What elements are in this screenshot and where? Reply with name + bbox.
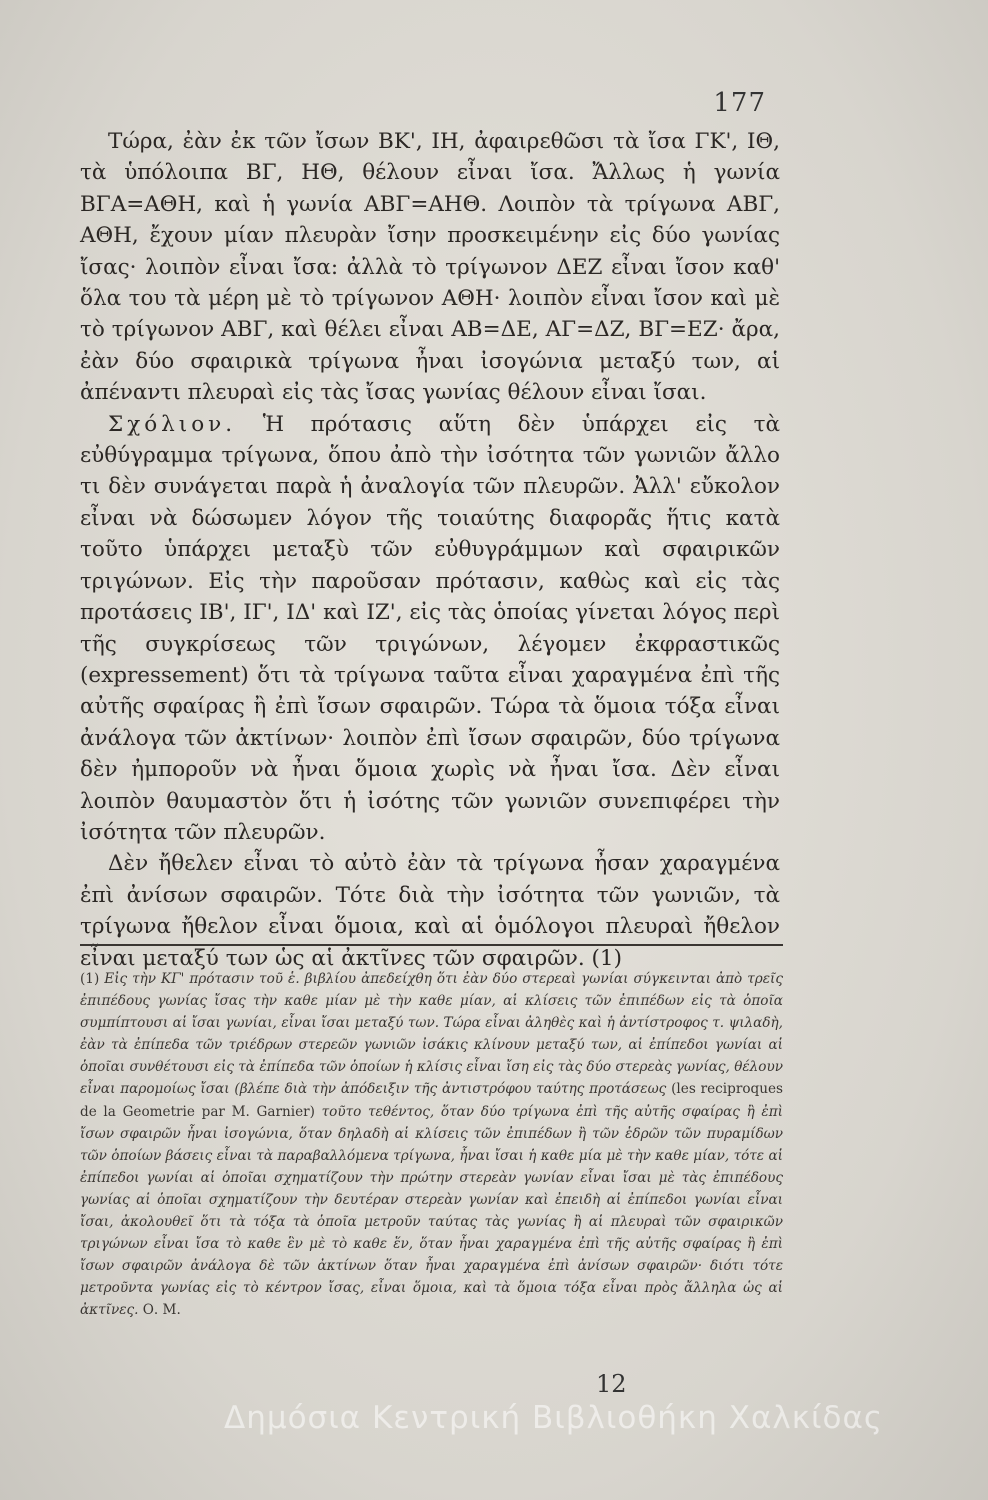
scholion-title: Σχόλιον.	[108, 411, 237, 437]
footnote-signature: Ο. Μ.	[142, 1302, 181, 1319]
page-number: 177	[713, 88, 766, 118]
footnote-text-part1: Εἰς τὴν ΚΓ' πρότασιν τοῦ ἑ. βιβλίου ἀπεδείχθη ὅτι ἐὰν δύο στερεαὶ γωνίαι σύγκεινται ἀπὸ τρεῖς ἐπιπέδους γωνίας ἴσας τὴν καθε μίαν μὲ τὴν καθε μίαν, αἱ κλίσεις τῶν ἐπιπέδων εἰς τὰ ὁποῖα συμπίπτουσι αἱ ἴσαι γωνίαι, εἶναι ἴσαι μεταξύ των. Τώρα εἶναι ἀληθὲς καὶ ἡ ἀντίστροφος τ. ψιλαδὴ, ἐὰν τὰ ἐπίπεδα τῶν τριέδρων στερεῶν γωνιῶν ἰσάκις κλίνουν μεταξύ των, αἱ ἐπίπεδοι γωνίαι αἱ ὁποῖαι συνθέτουσι εἰς τὰ ἐπίπεδα τῶν ὁποίων ἡ κλίσις εἶναι ἴση εἰς τὰς δύο στερεὰς γωνίας, θέλουν εἶναι παρομοίως ἴσαι (βλέπε διὰ τὴν ἀπόδειξιν τῆς ἀντιστρόφου ταύτης προτάσεως	[80, 971, 783, 1098]
main-text-block	[80, 126, 780, 974]
scholion-text: Ἡ πρότασις αὕτη δὲν ὑπάρχει εἰς τὰ εὐθύγραμμα τρίγωνα, ὅπου ἀπὸ τὴν ἰσότητα τῶν γωνιῶν ἄλλο τι δὲν συνάγεται παρὰ ἡ ἀναλογία τῶν πλευρῶν. Ἀλλ' εὔκολον εἶναι νὰ δώσωμεν λόγον τῆς τοιαύτης διαφορᾶς ἥτις κατὰ τοῦτο ὑπάρχει μεταξὺ τῶν εὐθυγράμμων καὶ σφαιρικῶν τριγώνων. Εἰς τὴν παροῦσαν πρότασιν, καθὼς καὶ εἰς τὰς προτάσεις ΙΒ', ΙΓ', ΙΔ' καὶ ΙΖ', εἰς τὰς ὁποίας γίνεται λόγος περὶ τῆς συγκρίσεως τῶν τριγώνων, λέγομεν ἐκφραστικῶς (expressement) ὅτι τὰ τρίγωνα ταῦτα εἶναι χαραγμένα ἐπὶ τῆς αὐτῆς σφαίρας ἢ ἐπὶ ἴσων σφαιρῶν. Τώρα τὰ ὅμοια τόξα εἶναι ἀνάλογα τῶν ἀκτίνων· λοιπὸν ἐπὶ ἴσων σφαιρῶν, δύο τρίγωνα δὲν ἠμποροῦν νὰ ἦναι ὅμοια χωρὶς νὰ ἦναι ἴσα. Δὲν εἶναι λοιπὸν θαυμαστὸν ὅτι ἡ ἰσότης τῶν γωνιῶν συνεπιφέρει τὴν ἰσότητα τῶν πλευρῶν.	[80, 411, 780, 845]
library-watermark: Δημόσια Κεντρική Βιβλιοθήκη Χαλκίδας	[224, 1400, 884, 1436]
closing-paragraph: Δὲν ἤθελεν εἶναι τὸ αὐτὸ ἐὰν τὰ τρίγωνα ἦσαν χαραγμένα ἐπὶ ἀνίσων σφαιρῶν. Τότε διὰ τὴν ἰσότητα τῶν γωνιῶν, τὰ τρίγωνα ἤθελον εἶναι ὅμοια, καὶ αἱ ὁμόλογοι πλευραὶ ἤθελον εἶναι μεταξύ των ὡς αἱ ἀκτῖνες τῶν σφαιρῶν. (1)	[80, 851, 780, 971]
footnote-text-part2: τοῦτο τεθέντος, ὅταν δύο τρίγωνα ἐπὶ τῆς αὐτῆς σφαίρας ἢ ἐπὶ ἴσων σφαιρῶν ἦναι ἰσογώνια, ὅταν δηλαδὴ αἱ κλίσεις τῶν ἐπιπέδων ἢ τῶν ἑδρῶν τῶν πυραμίδων τῶν ὁποίων βάσεις εἶναι τὰ παραβαλλόμενα τρίγωνα, ἦναι ἴσαι ἡ καθε μία μὲ τὴν καθε μίαν, τότε αἱ ἐπίπεδοι γωνίαι αἱ ὁποῖαι σχηματίζουν τὴν πρώτην στερεὰν γωνίαν εἶναι ἴσαι μὲ τὰς ἐπιπέδους γωνίας αἱ ὁποῖαι σχηματίζουν τὴν δευτέραν στερεὰν γωνίαν καὶ ἐπειδὴ αἱ ἐπίπεδοι γωνίαι εἶναι ἴσαι, ἀκολουθεῖ ὅτι τὰ τόξα τὰ ὁποῖα μετροῦν ταύτας τὰς γωνίας ἢ αἱ πλευραὶ τῶν σφαιρικῶν τριγώνων εἶναι ἴσα τὸ καθε ἓν μὲ τὸ καθε ἕν, ὅταν ἦναι χαραγμένα ἐπὶ τῆς αὐτῆς σφαίρας ἢ ἐπὶ ἴσων σφαιρῶν ἀνάλογα δὲ τῶν ἀκτίνων ὅταν ἦναι χαραγμένα ἐπὶ ἀνίσων σφαιρῶν· διότι τότε μετροῦντα γωνίας εἰς τὸ κέντρον ἴσας, εἶναι ὅμοια, καὶ τὰ ὅμοια τόξα εἶναι πρὸς ἄλληλα ὡς αἱ ἀκτῖνες.	[80, 1103, 783, 1319]
footnote-marker: (1)	[80, 971, 100, 987]
footnote-french-reference: (les reciproques de la Geometrie par M. Garnier)	[80, 1081, 784, 1120]
scholion-paragraph	[80, 409, 780, 849]
printer-signature-number: 12	[596, 1370, 627, 1398]
proof-paragraph: Τώρα, ἐὰν ἐκ τῶν ἴσων ΒΚ', ΙΗ, ἀφαιρεθῶσι τὰ ἴσα ΓΚ', ΙΘ, τὰ ὑπόλοιπα ΒΓ, ΗΘ, θέλουν εἶναι ἴσα. Ἄλλως ἡ γωνία ΒΓΑ=ΑΘΗ, καὶ ἡ γωνία ΑΒΓ=ΑΗΘ. Λοιπὸν τὰ τρίγωνα ΑΒΓ, ΑΘΗ, ἔχουν μίαν πλευρὰν ἴσην προσκειμένην εἰς δύο γωνίας ἴσας· λοιπὸν εἶναι ἴσα: ἀλλὰ τὸ τρίγωνον ΔΕΖ εἶναι ἴσον καθ' ὅλα του τὰ μέρη μὲ τὸ τρίγωνον ΑΘΗ· λοιπὸν εἶναι ἴσον καὶ μὲ τὸ τρίγωνον ΑΒΓ, καὶ θέλει εἶναι ΑΒ=ΔΕ, ΑΓ=ΔΖ, ΒΓ=ΕΖ· ἄρα, ἐὰν δύο σφαιρικὰ τρίγωνα ἦναι ἰσογώνια μεταξύ των, αἱ ἀπέναντι πλευραὶ εἰς τὰς ἴσας γωνίας θέλουν εἶναι ἴσαι.	[80, 129, 780, 406]
footnote-divider	[80, 944, 783, 946]
footnote	[80, 968, 783, 1322]
